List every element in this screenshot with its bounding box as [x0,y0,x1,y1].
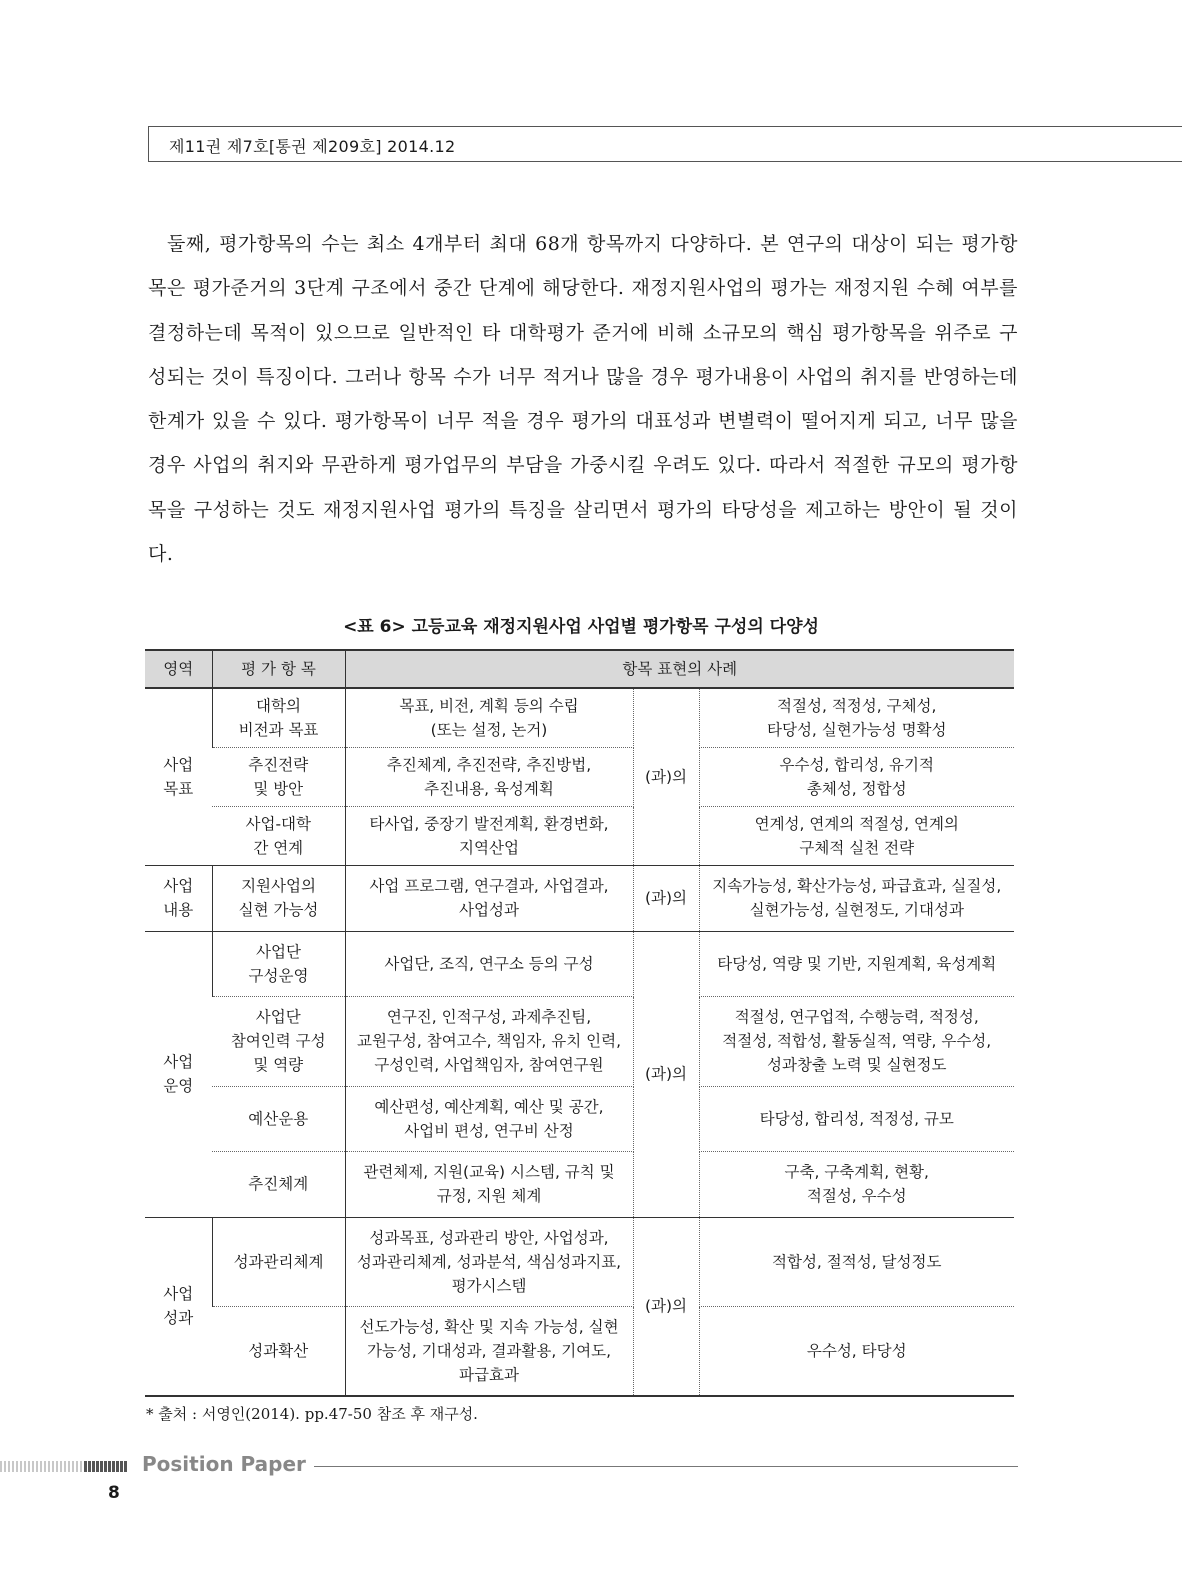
table-row [145,747,1014,806]
connector-cell: (과)의 [633,865,699,931]
subject-cell: 목표, 비전, 계획 등의 수립 (또는 설정, 논거) [345,688,633,747]
subject-cell: 사업 프로그램, 연구결과, 사업결과, 사업성과 [345,865,633,931]
subject-cell: 사업단, 조직, 연구소 등의 구성 [345,931,633,996]
table-row [145,1306,1014,1396]
criteria-cell: 적절성, 적정성, 구체성, 타당성, 실현가능성 명확성 [699,688,1014,747]
subject-cell: 관련체제, 지원(교육) 시스템, 규칙 및 규정, 지원 체계 [345,1151,633,1217]
criteria-cell: 지속가능성, 확산가능성, 파급효과, 실질성, 실현가능성, 실현정도, 기대성과 [699,865,1014,931]
subject-cell: 추진체계, 추진전략, 추진방법, 추진내용, 육성계획 [345,747,633,806]
item-cell: 추진전략 및 방안 [212,747,345,806]
table-row [145,1086,1014,1151]
table-row [145,865,1014,931]
subject-cell: 타사업, 중장기 발전계획, 환경변화, 지역산업 [345,806,633,865]
area-cell: 사업 성과 [145,1217,212,1396]
page-number: 8 [108,1483,120,1503]
subject-cell: 성과목표, 성과관리 방안, 사업성과, 성과관리체계, 성과분석, 색심성과지표, 평가시스템 [345,1217,633,1306]
table-row [145,688,1014,747]
criteria-cell: 구축, 구축계획, 현황, 적절성, 우수성 [699,1151,1014,1217]
connector-cell: (과)의 [633,931,699,1217]
item-cell: 성과관리체계 [212,1217,345,1306]
table-row [145,1217,1014,1306]
area-cell: 사업 내용 [145,865,212,931]
running-header [148,126,1182,162]
item-cell: 추진체계 [212,1151,345,1217]
table-row [145,806,1014,865]
evaluation-items-table [145,649,1014,1397]
item-cell: 사업단 참여인력 구성 및 역량 [212,996,345,1086]
table-row [145,996,1014,1086]
connector-cell: (과)의 [633,688,699,865]
subject-cell: 예산편성, 예산계획, 예산 및 공간, 사업비 편성, 연구비 산정 [345,1086,633,1151]
footer-decoration [0,1461,128,1472]
criteria-cell: 우수성, 합리성, 유기적 총체성, 정합성 [699,747,1014,806]
criteria-cell: 적절성, 연구업적, 수행능력, 적정성, 적절성, 적합성, 활동실적, 역량, 우수성, 성과창출 노력 및 실현정도 [699,996,1014,1086]
item-cell: 사업-대학 간 연계 [212,806,345,865]
table-title: <표 6> 고등교육 재정지원사업 사업별 평가항목 구성의 다양성 [343,617,819,637]
table-row [145,931,1014,996]
criteria-cell: 타당성, 합리성, 적정성, 규모 [699,1086,1014,1151]
header-item: 평 가 항 목 [212,650,345,688]
criteria-cell: 우수성, 타당성 [699,1306,1014,1396]
item-cell: 대학의 비전과 목표 [212,688,345,747]
table-source-note: * 출처 : 서영인(2014). pp.47-50 참조 후 재구성. [146,1405,478,1423]
table-row [145,1151,1014,1217]
footer-divider [314,1466,1018,1467]
criteria-cell: 적합성, 절적성, 달성정도 [699,1217,1014,1306]
header-area: 영역 [145,650,212,688]
body-paragraph: 둘째, 평가항목의 수는 최소 4개부터 최대 68개 항목까지 다양하다. 본 연구의 대상이 되는 평가항목은 평가준거의 3단계 구조에서 중간 단계에 해당한다. 재정지원사업의 평가는 재정지원 수혜 여부를 결정하는데 목적이 있으므로 일반적인 타 대학평가 준거에 비해 소규모의 핵심 평가항목을 위주로 구성되는 것이 특징이다. 그러나 항목 수가 너무 적거나 많을 경우 평가내용이 사업의 취지를 반영하는데 한계가 있을 수 있다. 평가항목이 너무 적을 경우 평가의 대표성과 변별력이 떨어지게 되고, 너무 많을 경우 사업의 취지와 무관하게 평가업무의 부담을 가중시킬 우려도 있다. 따라서 적절한 규모의 평가항목을 구성하는 것도 재정지원사업 평가의 특징을 살리면서 평가의 타당성을 제고하는 방안이 될 것이다. [148,233,1018,566]
header-text: 제11권 제7호[통권 제209호] 2014.12 [169,137,456,156]
criteria-cell: 타당성, 역량 및 기반, 지원계획, 육성계획 [699,931,1014,996]
header-examples: 항목 표현의 사례 [345,650,1014,688]
footer-brand: Position Paper [142,1452,306,1476]
connector-cell: (과)의 [633,1217,699,1396]
subject-cell: 연구진, 인적구성, 과제추진팀, 교원구성, 참여고수, 책임자, 유치 인력, 구성인력, 사업책임자, 참여연구원 [345,996,633,1086]
area-cell: 사업 목표 [145,688,212,865]
item-cell: 성과확산 [212,1306,345,1396]
item-cell: 지원사업의 실현 가능성 [212,865,345,931]
criteria-cell: 연계성, 연계의 적절성, 연계의 구체적 실천 전략 [699,806,1014,865]
table-header-row [145,650,1014,688]
area-cell: 사업 운영 [145,931,212,1217]
item-cell: 사업단 구성운영 [212,931,345,996]
subject-cell: 선도가능성, 확산 및 지속 가능성, 실현 가능성, 기대성과, 결과활용, 기여도, 파급효과 [345,1306,633,1396]
item-cell: 예산운용 [212,1086,345,1151]
